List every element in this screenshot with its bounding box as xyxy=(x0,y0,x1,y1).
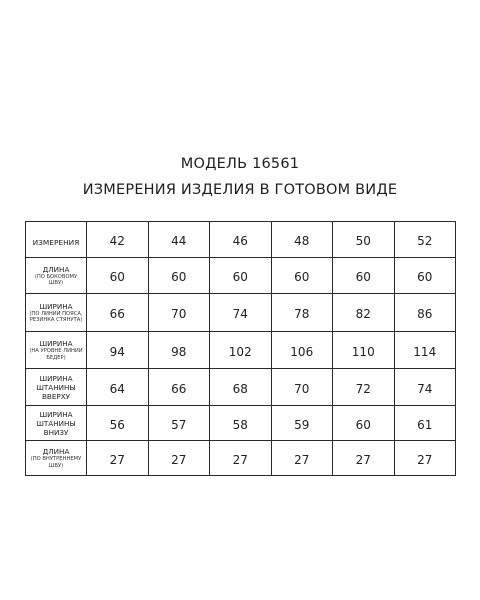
measurement-value: 57 xyxy=(171,417,187,432)
measurement-value: 72 xyxy=(355,381,371,396)
row-note: (НА УРОВНЕ ЛИНИИ xyxy=(29,348,83,355)
measurement-value: 60 xyxy=(171,270,187,284)
size-label: 46 xyxy=(232,234,248,248)
value-cell xyxy=(394,332,456,369)
value-cell xyxy=(210,258,272,294)
value-cell xyxy=(394,441,456,476)
measurement-value: 60 xyxy=(232,270,248,284)
value-cell xyxy=(87,441,149,476)
measurement-value: 27 xyxy=(171,452,187,467)
measurement-value: 60 xyxy=(109,270,125,284)
measurement-value: 70 xyxy=(171,307,187,321)
measurement-value: 68 xyxy=(232,381,248,396)
value-cell xyxy=(271,332,333,369)
measurement-value: 106 xyxy=(290,344,314,359)
table-row xyxy=(26,294,456,332)
measurement-value: 98 xyxy=(171,344,187,359)
header-row xyxy=(26,222,456,258)
size-label: 48 xyxy=(294,234,310,248)
value-cell xyxy=(87,406,149,441)
measurement-value: 74 xyxy=(417,381,433,396)
size-header-cell xyxy=(87,222,149,258)
value-cell xyxy=(394,406,456,441)
size-label: 44 xyxy=(171,234,187,248)
row-label-cell xyxy=(26,294,87,332)
measurement-value: 94 xyxy=(109,344,125,359)
value-cell xyxy=(148,406,210,441)
table-row xyxy=(26,441,456,476)
header-label-cell xyxy=(26,222,87,258)
measurement-value: 60 xyxy=(355,417,371,432)
row-note: (ПО ВНУТРЕННЕМУ xyxy=(30,456,82,463)
value-cell xyxy=(271,294,333,332)
size-label: 42 xyxy=(109,234,125,248)
value-cell xyxy=(148,441,210,476)
measurement-value: 58 xyxy=(232,417,248,432)
size-header-cell xyxy=(210,222,272,258)
row-label: ШТАНИНЫ xyxy=(36,418,76,428)
row-label: ДЛИНА xyxy=(42,264,70,274)
measurement-value: 27 xyxy=(232,452,248,467)
measurement-value: 70 xyxy=(294,381,310,396)
size-header-cell xyxy=(394,222,456,258)
value-cell xyxy=(271,369,333,406)
row-note: ШВУ) xyxy=(48,280,64,286)
size-label: 52 xyxy=(417,234,433,248)
value-cell xyxy=(87,258,149,294)
measurement-value: 110 xyxy=(351,344,375,359)
measurement-value: 60 xyxy=(294,270,310,284)
measurement-value: 102 xyxy=(228,344,252,359)
row-label-cell xyxy=(26,406,87,441)
measurement-value: 74 xyxy=(232,307,248,321)
value-cell xyxy=(87,369,149,406)
measurement-value: 86 xyxy=(417,307,433,321)
measurement-value: 59 xyxy=(294,417,310,432)
measurement-value: 66 xyxy=(171,381,187,396)
measurement-value: 56 xyxy=(109,417,125,432)
row-note: ШВУ) xyxy=(48,462,64,469)
value-cell xyxy=(333,332,395,369)
row-note: (ПО БОКОВОМУ xyxy=(34,273,78,280)
table-row xyxy=(26,406,456,441)
row-label-cell xyxy=(26,332,87,369)
row-label-cell xyxy=(26,441,87,476)
value-cell xyxy=(333,406,395,441)
row-note: (ПО ЛИНИИ ПОЯСА, xyxy=(29,310,83,317)
row-note: БЕДЕР) xyxy=(46,354,66,361)
value-cell xyxy=(210,332,272,369)
value-cell xyxy=(210,294,272,332)
value-cell xyxy=(148,332,210,369)
measurement-value: 27 xyxy=(355,452,371,467)
row-label: ВВЕРХУ xyxy=(41,391,71,401)
row-label: ВНИЗУ xyxy=(43,427,69,437)
measurement-value: 61 xyxy=(417,417,433,432)
measurement-value: 60 xyxy=(417,270,433,284)
table-row xyxy=(26,369,456,406)
row-label-cell xyxy=(26,258,87,294)
row-label: ШТАНИНЫ xyxy=(36,382,76,392)
measurement-value: 64 xyxy=(109,381,125,396)
value-cell xyxy=(148,294,210,332)
value-cell xyxy=(333,441,395,476)
size-header-cell xyxy=(271,222,333,258)
value-cell xyxy=(210,406,272,441)
value-cell xyxy=(271,441,333,476)
measurement-value: 27 xyxy=(109,452,125,467)
table-row xyxy=(26,258,456,294)
value-cell xyxy=(333,369,395,406)
value-cell xyxy=(394,258,456,294)
value-cell xyxy=(271,406,333,441)
value-cell xyxy=(333,294,395,332)
measurement-value: 114 xyxy=(413,344,437,359)
value-cell xyxy=(87,332,149,369)
row-label: ШИРИНА xyxy=(39,373,73,383)
row-note: РЕЗИНКА СТЯНУТА) xyxy=(29,317,83,323)
measurement-value: 82 xyxy=(355,307,371,321)
value-cell xyxy=(210,441,272,476)
header-label: ИЗМЕРЕНИЯ xyxy=(32,238,80,247)
model-title: МОДЕЛЬ 16561 xyxy=(180,156,300,172)
size-label: 50 xyxy=(355,234,371,248)
value-cell xyxy=(333,258,395,294)
measurements-table xyxy=(25,221,456,476)
measurement-value: 66 xyxy=(109,307,125,321)
measurement-value: 27 xyxy=(417,452,433,467)
measurement-value: 27 xyxy=(294,452,310,467)
value-cell xyxy=(394,369,456,406)
row-label: ДЛИНА xyxy=(42,447,70,457)
value-cell xyxy=(148,369,210,406)
value-cell xyxy=(394,294,456,332)
table-row xyxy=(26,332,456,369)
value-cell xyxy=(148,258,210,294)
measurements-title: ИЗМЕРЕНИЯ ИЗДЕЛИЯ В ГОТОВОМ ВИДЕ xyxy=(82,182,398,198)
measurement-value: 60 xyxy=(355,270,371,284)
value-cell xyxy=(271,258,333,294)
measurement-value: 78 xyxy=(294,307,310,321)
row-label: ШИРИНА xyxy=(39,339,73,349)
size-header-cell xyxy=(148,222,210,258)
value-cell xyxy=(210,369,272,406)
row-label: ШИРИНА xyxy=(39,301,73,311)
row-label-cell xyxy=(26,369,87,406)
row-label: ШИРИНА xyxy=(39,409,73,419)
size-header-cell xyxy=(333,222,395,258)
value-cell xyxy=(87,294,149,332)
